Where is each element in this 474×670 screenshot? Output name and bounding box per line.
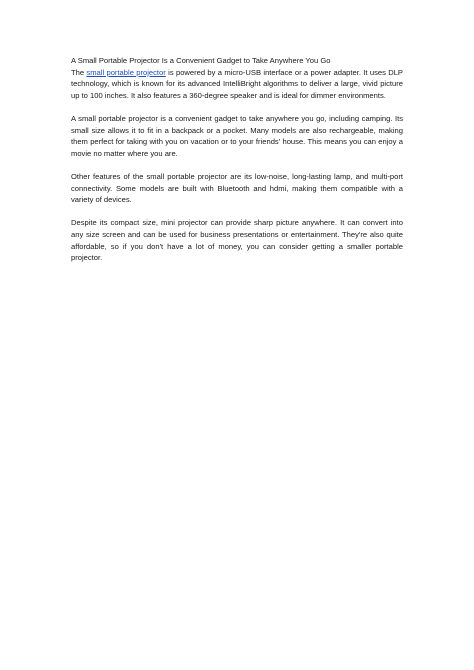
paragraph-1 — [71, 67, 403, 102]
document-title: A Small Portable Projector Is a Convenient Gadget to Take Anywhere You Go — [71, 56, 331, 65]
paragraph-3: Other features of the small portable projector are its low-noise, long-lasting lamp, and multi-port connectivity. Some models are built with Bluetooth and hdmi, making them compatible with a variety of devices. — [71, 171, 403, 205]
document-body — [71, 55, 403, 275]
small-portable-projector-link[interactable]: small portable projector — [86, 67, 166, 77]
paragraph-1-prefix: The — [71, 67, 87, 77]
paragraph-4: Despite its compact size, mini projector can provide sharp picture anywhere. It can convert into any size screen and can be used for business presentations or entertainment. They're also quite affordable, so if you don't have a lot of money, you can consider getting a smaller portable projector. — [71, 218, 403, 263]
paragraph-2: A small portable projector is a convenient gadget to take anywhere you go, including camping. Its small size allows it to fit in a backpack or a pocket. Many models are also rechargeable, making them perfect for taking with you on vacation or to your friends' house. This means you can enjoy a movie no matter where you are. — [71, 113, 403, 158]
paragraph-1-suffix: is powered by a micro-USB interface or a power adapter. It uses DLP technology, which is known for its advanced IntelliBright algorithms to deliver a large, vivid picture up to 100 inches. It also features a 360-degree speaker and is ideal for dimmer environments. — [71, 67, 403, 100]
